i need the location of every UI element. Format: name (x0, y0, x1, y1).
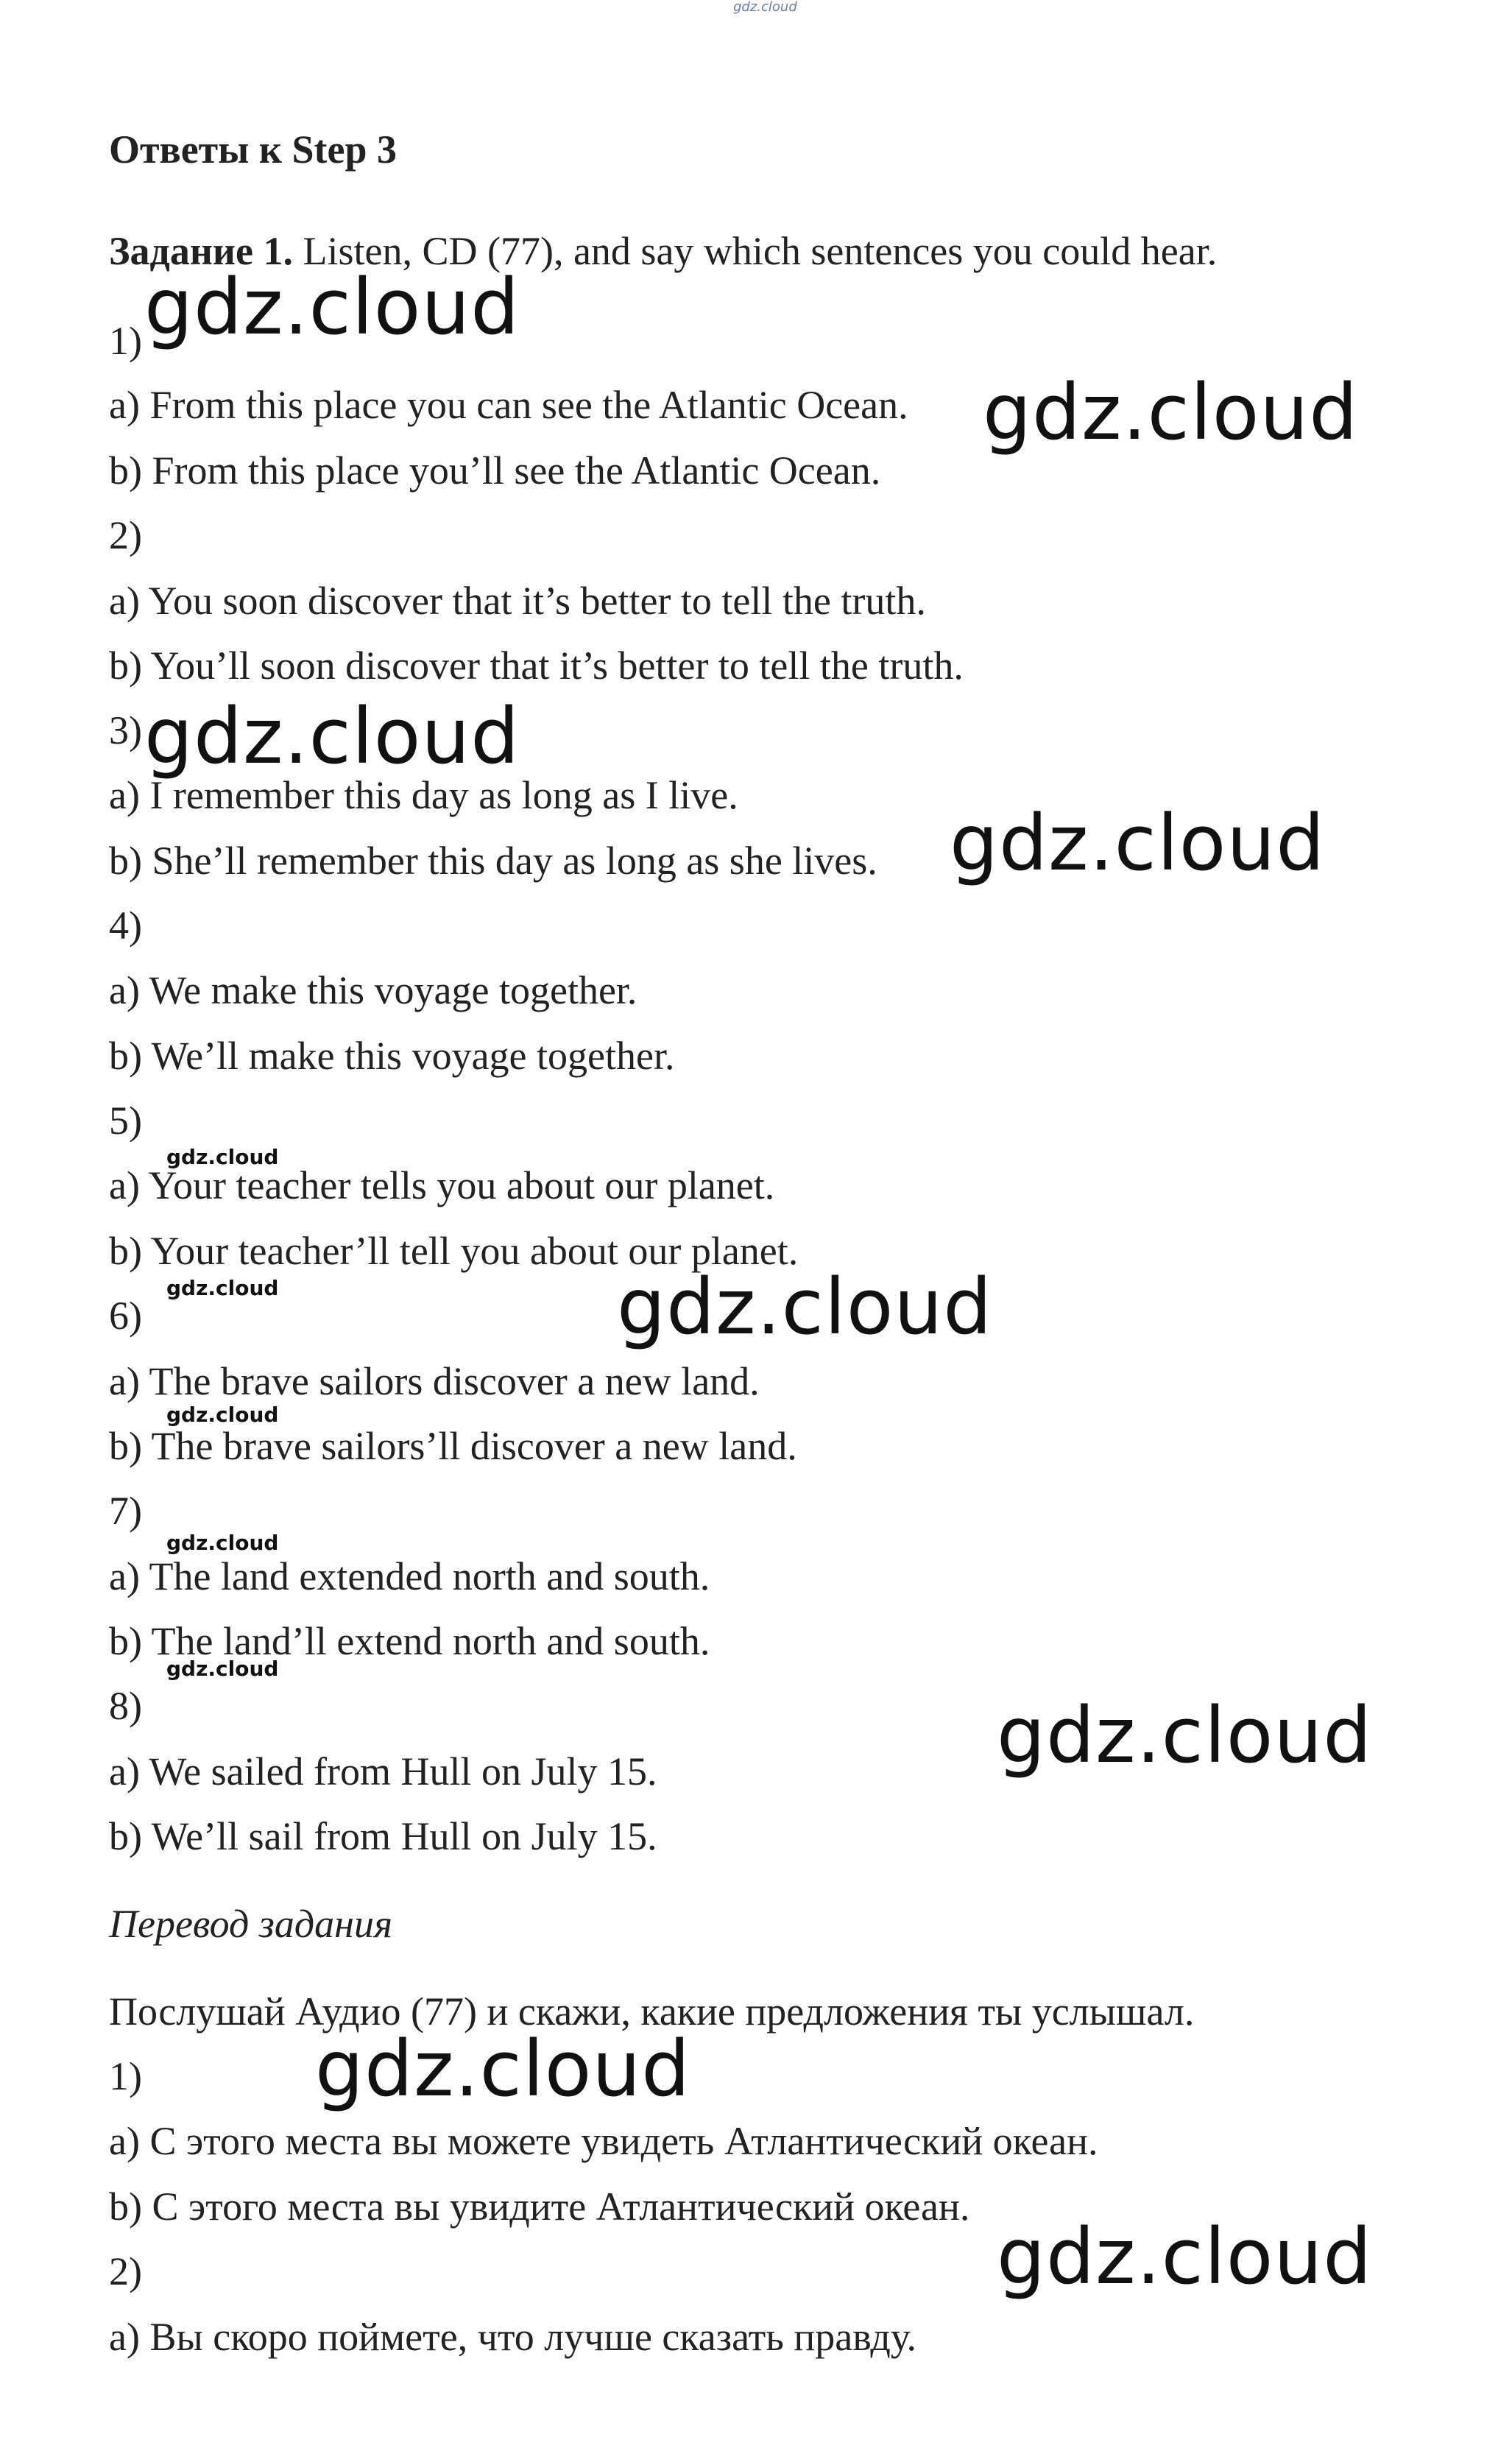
translation-option-a: a) С этого места вы можете увидеть Атлантический океан. (109, 2119, 1098, 2163)
answer-number: 4) (109, 903, 142, 948)
watermark: gdz.cloud (997, 2212, 1373, 2302)
answer-number: 8) (109, 1684, 142, 1728)
answer-number: 1) (109, 319, 142, 363)
watermark: gdz.cloud (997, 1690, 1373, 1780)
translation-option-b: b) С этого места вы увидите Атлантический океан. (109, 2184, 970, 2229)
answer-option-b: b) The land’ll extend north and south. (109, 1619, 710, 1663)
translation-heading: Перевод задания (109, 1902, 393, 1946)
watermark: gdz.cloud (166, 1145, 279, 1169)
answer-option-b: b) We’ll sail from Hull on July 15. (109, 1814, 657, 1858)
header-watermark: gdz.cloud (733, 0, 797, 15)
task-text: Listen, CD (77), and say which sentences you could hear. (293, 229, 1218, 273)
watermark: gdz.cloud (950, 798, 1326, 888)
answer-option-b: b) The brave sailors’ll discover a new land. (109, 1424, 797, 1468)
answer-option-b: b) We’ll make this voyage together. (109, 1034, 675, 1078)
answer-option-a: a) From this place you can see the Atlantic Ocean. (109, 383, 908, 427)
page-title: Ответы к Step 3 (109, 127, 397, 172)
translation-number: 1) (109, 2054, 142, 2098)
watermark: gdz.cloud (617, 1262, 993, 1352)
answer-option-a: a) We sailed from Hull on July 15. (109, 1749, 657, 1794)
answer-number: 2) (109, 513, 142, 557)
answer-number: 3) (109, 708, 142, 752)
answer-option-a: a) The land extended north and south. (109, 1554, 710, 1598)
translation-option-a: a) Вы скоро поймете, что лучше сказать правду. (109, 2315, 916, 2359)
answer-option-a: a) We make this voyage together. (109, 968, 637, 1012)
answer-option-b: b) She’ll remember this day as long as she lives. (109, 839, 877, 883)
answer-option-a: a) Your teacher tells you about our planet. (109, 1163, 775, 1207)
watermark: gdz.cloud (166, 1657, 279, 1681)
answer-option-b: b) Your teacher’ll tell you about our planet. (109, 1229, 799, 1273)
answer-option-b: b) You’ll soon discover that it’s better to tell the truth. (109, 643, 964, 688)
translation-instruction: Послушай Аудио (77) и скажи, какие предложения ты услышал. (109, 1989, 1195, 2034)
answer-option-b: b) From this place you’ll see the Atlantic Ocean. (109, 448, 881, 493)
watermark: gdz.cloud (144, 691, 520, 781)
watermark: gdz.cloud (166, 1531, 279, 1555)
answer-number: 6) (109, 1294, 142, 1338)
answer-option-a: a) I remember this day as long as I live. (109, 773, 738, 817)
answer-option-a: a) You soon discover that it’s better to tell the truth. (109, 579, 926, 623)
task-label: Задание 1. (109, 229, 294, 273)
answer-number: 7) (109, 1489, 142, 1533)
watermark: gdz.cloud (315, 2024, 691, 2114)
watermark: gdz.cloud (166, 1403, 279, 1427)
watermark: gdz.cloud (166, 1276, 279, 1300)
watermark: gdz.cloud (144, 262, 520, 352)
watermark: gdz.cloud (983, 367, 1359, 457)
answer-number: 5) (109, 1098, 142, 1143)
answer-option-a: a) The brave sailors discover a new land. (109, 1359, 760, 1403)
translation-number: 2) (109, 2249, 142, 2293)
